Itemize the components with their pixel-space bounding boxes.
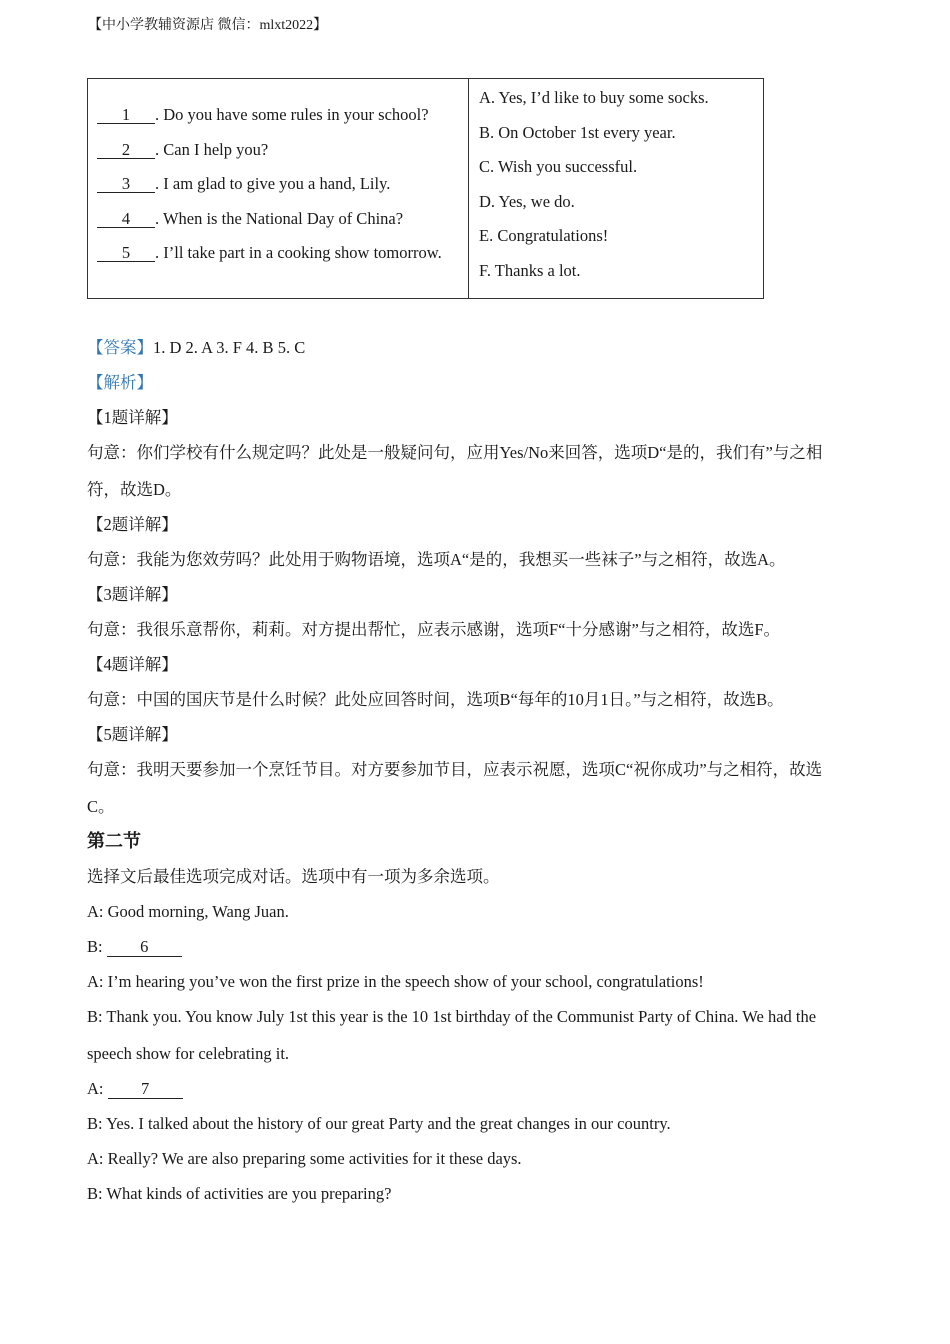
matching-table <box>87 78 764 299</box>
dialog-line <box>87 934 862 969</box>
dialog-line: A: Really? We are also preparing some activities for it these days. <box>87 1149 522 1168</box>
question-row <box>97 105 468 140</box>
detail-text: 句意：中国的国庆节是什么时候？此处应回答时间，选项B“每年的10月1日。”与之相符，故选B。 <box>87 690 784 709</box>
speaker-label: B: <box>87 937 107 956</box>
detail-text: 符，故选D。 <box>87 480 182 499</box>
option-item: B. On October 1st every year. <box>479 122 676 142</box>
question-text: . When is the National Day of China? <box>155 208 404 228</box>
option-item: C. Wish you successful. <box>479 157 638 177</box>
dialog-line: B: What kinds of activities are you preparing? <box>87 1184 392 1203</box>
answer-blank: 3 <box>97 175 155 193</box>
option-item: E. Congratulations! <box>479 226 609 246</box>
answer-blank: 5 <box>97 244 155 262</box>
option-item: A. Yes, I’d like to buy some socks. <box>479 88 709 107</box>
question-text: . I am glad to give you a hand, Lily. <box>155 174 391 193</box>
question-text: . Can I help you? <box>155 139 269 159</box>
options-column <box>469 79 763 298</box>
question-text: . Do you have some rules in your school? <box>155 105 429 124</box>
dialog-line: B: Yes. I talked about the history of our great Party and the great changes in our country. <box>87 1114 671 1133</box>
detail-title: 【1题详解】 <box>87 408 178 427</box>
answer-tag: 【答案】 <box>87 338 153 357</box>
document-body <box>87 335 862 1216</box>
detail-title: 【5题详解】 <box>87 725 178 744</box>
dialog-line: speech show for celebrating it. <box>87 1044 290 1063</box>
detail-text: 句意：我很乐意帮你，莉莉。对方提出帮忙，应表示感谢，选项F“十分感谢”与之相符，故选F。 <box>87 620 780 639</box>
answer-blank: 2 <box>97 141 155 159</box>
dialog-line: B: Thank you. You know July 1st this year is the 10 1st birthday of the Communist Party of China. We had the <box>87 1007 817 1026</box>
question-row <box>97 174 468 209</box>
detail-title: 【2题详解】 <box>87 515 178 534</box>
answer-line <box>87 335 862 370</box>
option-item: F. Thanks a lot. <box>479 260 581 280</box>
question-text: . I’ll take part in a cooking show tomorrow. <box>155 243 442 262</box>
detail-title: 【4题详解】 <box>87 655 178 674</box>
page-header: 【中小学教辅资源店 微信：mlxt2022】 <box>88 18 328 33</box>
dialog-line: A: I’m hearing you’ve won the first prize in the speech show of your school, congratulations! <box>87 972 704 991</box>
speaker-label: A: <box>87 1079 108 1098</box>
detail-text: C。 <box>87 797 115 816</box>
answer-text: 1. D 2. A 3. F 4. B 5. C <box>153 338 306 357</box>
answer-blank: 4 <box>97 210 155 228</box>
detail-text: 句意：我明天要参加一个烹饪节目。对方要参加节目，应表示祝愿，选项C“祝你成功”与之相符，故选 <box>87 760 823 779</box>
analysis-line <box>87 370 862 405</box>
dialog-line: A: Good morning, Wang Juan. <box>87 902 289 921</box>
dialog-line <box>87 1076 862 1111</box>
detail-text: 句意：你们学校有什么规定吗？此处是一般疑问句，应用Yes/No来回答，选项D“是的，我们有”与之相 <box>87 443 823 462</box>
answer-blank: 6 <box>107 938 182 957</box>
questions-column <box>88 79 469 298</box>
option-item: D. Yes, we do. <box>479 191 575 211</box>
section-title: 第二节 <box>87 831 141 851</box>
answer-blank: 7 <box>108 1080 183 1099</box>
analysis-tag: 【解析】 <box>87 373 153 392</box>
answer-blank: 1 <box>97 106 155 124</box>
question-row <box>97 209 468 244</box>
instruction: 选择文后最佳选项完成对话。选项中有一项为多余选项。 <box>87 867 500 886</box>
question-row <box>97 140 468 175</box>
question-row <box>97 243 468 278</box>
detail-text: 句意：我能为您效劳吗？此处用于购物语境，选项A“是的，我想买一些袜子”与之相符，故选A。 <box>87 550 786 569</box>
detail-title: 【3题详解】 <box>87 585 178 604</box>
